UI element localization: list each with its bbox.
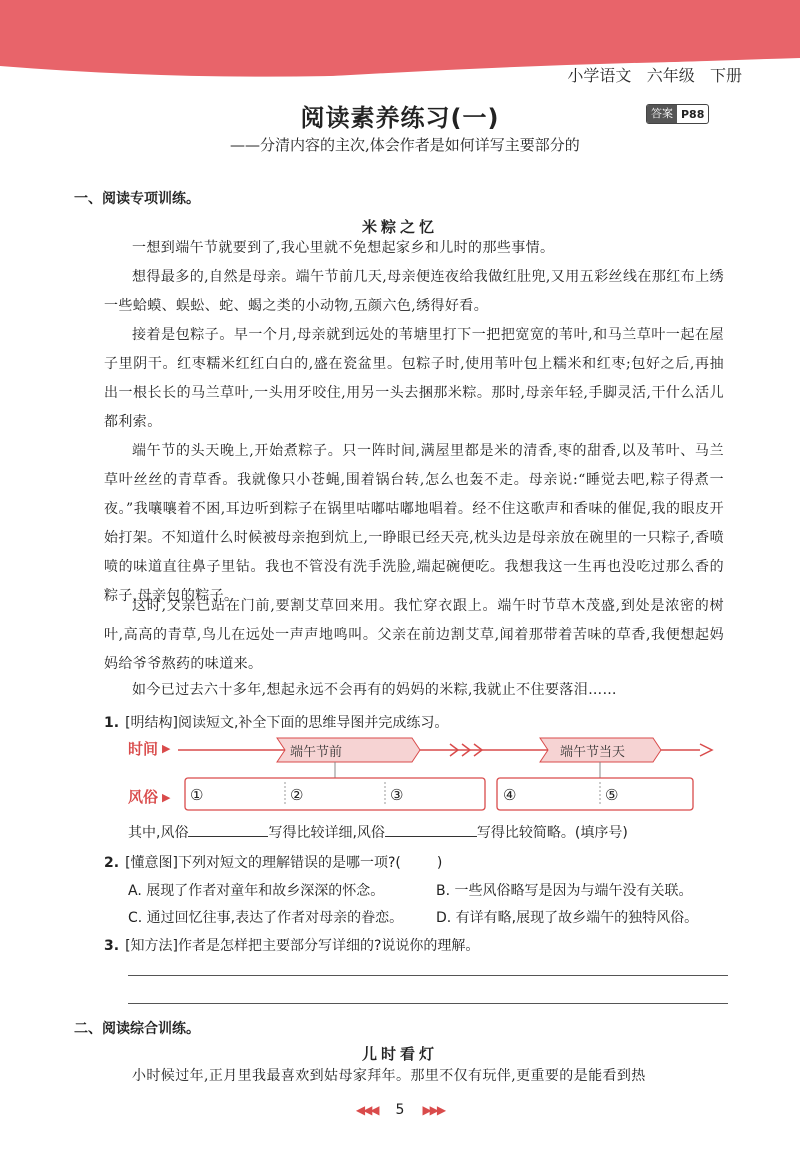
next-arrows-icon[interactable]: ▶▶▶ bbox=[422, 1103, 445, 1117]
answer-link[interactable] bbox=[646, 104, 709, 124]
fill-sentence bbox=[128, 822, 628, 842]
custom-arrow-icon: ▶ bbox=[162, 791, 171, 804]
option-c[interactable]: C. 通过回忆往事,表达了作者对母亲的眷恋。 bbox=[128, 910, 404, 926]
section2-heading: 二、阅读综合训练。 bbox=[74, 1021, 200, 1037]
option-a[interactable]: A. 展现了作者对童年和故乡深深的怀念。 bbox=[128, 883, 385, 899]
page-footer bbox=[0, 1102, 800, 1118]
question-3 bbox=[104, 935, 479, 955]
passage2-title: 儿时看灯 bbox=[361, 1045, 438, 1063]
option-b[interactable]: B. 一些风俗略写是因为与端午没有关联。 bbox=[436, 883, 693, 899]
question-close: ) bbox=[436, 855, 443, 871]
section1-heading: 一、阅读专项训练。 bbox=[74, 191, 200, 207]
fill-mid: 写得比较详细,风俗 bbox=[268, 825, 385, 841]
page-title: 阅读素养练习(一) bbox=[300, 104, 500, 132]
page-number: 5 bbox=[395, 1102, 405, 1118]
paragraph-6: 如今已过去六十多年,想起永远不会再有的妈妈的米粽,我就止不住要落泪…… bbox=[132, 682, 617, 698]
timeline-end-arrow-icon bbox=[700, 744, 712, 756]
question-text: [懂意图]下列对短文的理解错误的是哪一项?( bbox=[125, 855, 401, 871]
custom-label: 风俗 bbox=[128, 788, 159, 806]
question-text: [知方法]作者是怎样把主要部分写详细的?说说你的理解。 bbox=[125, 938, 480, 954]
slot-5[interactable]: ⑤ bbox=[605, 786, 619, 804]
question-text: [明结构]阅读短文,补全下面的思维导图并完成练习。 bbox=[125, 715, 449, 731]
time-label: 时间 bbox=[128, 740, 159, 758]
answer-line-2[interactable] bbox=[128, 1003, 728, 1004]
slot-4[interactable]: ④ bbox=[503, 786, 517, 804]
question-2 bbox=[104, 852, 442, 872]
custom-box-day bbox=[497, 778, 693, 810]
book-info bbox=[557, 44, 742, 86]
time-arrow-icon: ▶ bbox=[162, 742, 171, 755]
option-d[interactable]: D. 有详有略,展现了故乡端午的独特风俗。 bbox=[436, 910, 699, 926]
question-number: 3. bbox=[104, 938, 120, 954]
fill-blank-2[interactable] bbox=[385, 822, 477, 837]
paragraph-2: 想得最多的,自然是母亲。端午节前几天,母亲便连夜给我做红肚兜,又用五彩丝线在那红布上绣一些蛤蟆、蜈蚣、蛇、蝎之类的小动物,五颜六色,绣得好看。 bbox=[104, 269, 724, 314]
paragraph-1: 一想到端午节就要到了,我心里就不免想起家乡和儿时的那些事情。 bbox=[132, 240, 555, 256]
fill-pre: 其中,风俗 bbox=[128, 825, 189, 841]
volume-label: 下册 bbox=[709, 66, 742, 85]
prev-arrows-icon[interactable]: ◀◀◀ bbox=[355, 1103, 378, 1117]
paragraph-s2-1: 小时候过年,正月里我最喜欢到姑母家拜年。那里不仅有玩伴,更重要的是能看到热 bbox=[132, 1068, 646, 1084]
custom-box-before bbox=[185, 778, 485, 810]
answer-page: P88 bbox=[681, 107, 705, 121]
paragraph-4: 端午节的头天晚上,开始煮粽子。只一阵时间,满屋里都是米的清香,枣的甜香,以及苇叶、马兰草叶丝丝的青草香。我就像只小苍蝇,围着锅台转,怎么也轰不走。母亲说:“睡觉去吧,粽子得煮一夜。”我嚷嚷着不困,耳边听到粽子在锅里咕嘟咕嘟地唱着。经不住这歌声和香味的催促,我的眼皮开始打架。不知道什么时候被母亲抱到炕上,一睁眼已经天亮,枕头边是母亲放在碗里的一只粽子,香喷喷的味道直往鼻子里钻。我也不管没有洗手洗脸,端起碗便吃。我想我这一生再也没吃过那么香的粽子,母亲包的粽子。 bbox=[104, 443, 724, 604]
answer-line-1[interactable] bbox=[128, 975, 728, 976]
answer-label: 答案 bbox=[647, 105, 677, 123]
subject-label: 小学语文 bbox=[567, 66, 632, 85]
fill-blank-1[interactable] bbox=[188, 822, 268, 837]
paragraph-3: 接着是包粽子。早一个月,母亲就到远处的苇塘里打下一把把宽宽的苇叶,和马兰草叶一起在屋子里阴干。红枣糯米红红白白的,盛在瓷盆里。包粽子时,使用苇叶包上糯米和红枣;包好之后,再抽出一根长长的马兰草叶,一头用牙咬住,用另一头去捆那米粽。那时,母亲年轻,手脚灵活,干什么活儿都利索。 bbox=[104, 327, 724, 430]
passage1-title: 米粽之忆 bbox=[361, 218, 438, 236]
mindmap-diagram bbox=[0, 730, 800, 820]
before-label: 端午节前 bbox=[290, 745, 343, 760]
question-number: 2. bbox=[104, 855, 120, 871]
grade-label: 六年级 bbox=[646, 66, 695, 85]
paragraph-5: 这时,父亲已站在门前,要割艾草回来用。我忙穿衣跟上。端午时节草木茂盛,到处是浓密的树叶,高高的青草,鸟儿在远处一声声地鸣叫。父亲在前边割艾草,闻着那带着苦味的草香,我便想起妈妈给爷爷熬药的味道来。 bbox=[104, 598, 724, 672]
question-number: 1. bbox=[104, 715, 120, 731]
slot-2[interactable]: ② bbox=[290, 786, 304, 804]
question-1 bbox=[104, 712, 448, 732]
day-label: 端午节当天 bbox=[560, 745, 626, 760]
slot-1[interactable]: ① bbox=[190, 786, 204, 804]
page-subtitle: ——分清内容的主次,体会作者是如何详写主要部分的 bbox=[230, 136, 580, 154]
slot-3[interactable]: ③ bbox=[390, 786, 404, 804]
fill-post: 写得比较简略。(填序号) bbox=[476, 825, 628, 841]
